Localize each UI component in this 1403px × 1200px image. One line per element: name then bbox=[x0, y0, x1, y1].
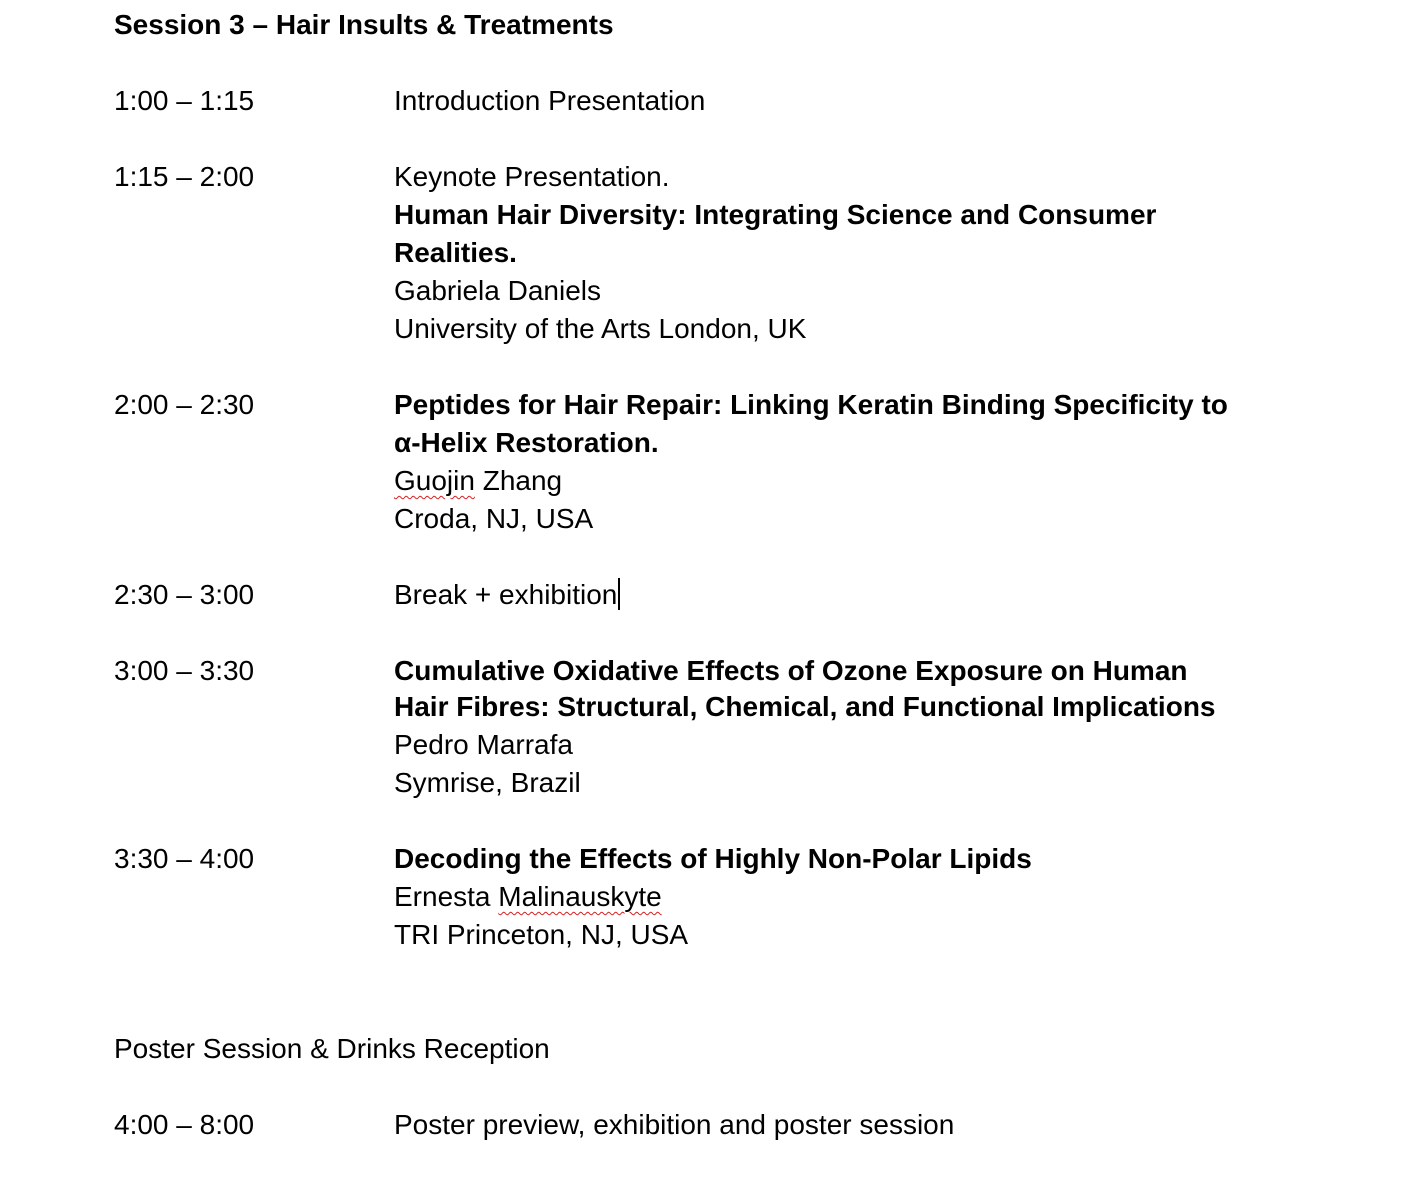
session-label: Keynote Presentation. bbox=[394, 161, 670, 192]
talk-title: Peptides for Hair Repair: Linking Keratin Binding Specificity to bbox=[394, 389, 1228, 420]
break-line[interactable] bbox=[394, 576, 620, 614]
speaker-firstname: Ernesta bbox=[394, 881, 499, 912]
spellcheck-word[interactable]: Guojin bbox=[394, 465, 475, 496]
time-slot: 2:30 – 3:00 bbox=[114, 579, 255, 610]
speaker-name bbox=[394, 462, 562, 500]
talk-title: Cumulative Oxidative Effects of Ozone Exposure on Human bbox=[394, 655, 1188, 686]
session-label: Break + exhibition bbox=[394, 579, 618, 610]
time-slot: 3:00 – 3:30 bbox=[114, 655, 255, 686]
speaker-name: Gabriela Daniels bbox=[394, 275, 601, 306]
session-label: Poster preview, exhibition and poster session bbox=[394, 1109, 955, 1140]
speaker-affiliation: TRI Princeton, NJ, USA bbox=[394, 919, 689, 950]
session-title: Session 3 – Hair Insults & Treatments bbox=[114, 9, 614, 40]
speaker-affiliation: University of the Arts London, UK bbox=[394, 313, 807, 344]
session-label: Introduction Presentation bbox=[394, 85, 706, 116]
time-slot: 4:00 – 8:00 bbox=[114, 1109, 255, 1140]
speaker-name bbox=[394, 878, 662, 916]
time-slot: 2:00 – 2:30 bbox=[114, 389, 255, 420]
speaker-affiliation: Symrise, Brazil bbox=[394, 767, 581, 798]
time-slot: 1:15 – 2:00 bbox=[114, 161, 255, 192]
text-cursor bbox=[618, 578, 620, 610]
talk-title: Decoding the Effects of Highly Non-Polar Lipids bbox=[394, 843, 1032, 874]
spellcheck-word[interactable]: Malinauskyte bbox=[498, 881, 662, 912]
talk-title: Human Hair Diversity: Integrating Science and Consumer bbox=[394, 199, 1157, 230]
time-slot: 1:00 – 1:15 bbox=[114, 85, 255, 116]
talk-title: Realities. bbox=[394, 237, 517, 268]
talk-title: α-Helix Restoration. bbox=[394, 427, 659, 458]
speaker-name: Pedro Marrafa bbox=[394, 729, 573, 760]
speaker-surname: Zhang bbox=[474, 465, 563, 496]
talk-title: Hair Fibres: Structural, Chemical, and Functional Implications bbox=[394, 691, 1216, 722]
poster-section-heading: Poster Session & Drinks Reception bbox=[114, 1033, 550, 1064]
time-slot: 3:30 – 4:00 bbox=[114, 843, 255, 874]
speaker-affiliation: Croda, NJ, USA bbox=[394, 503, 594, 534]
